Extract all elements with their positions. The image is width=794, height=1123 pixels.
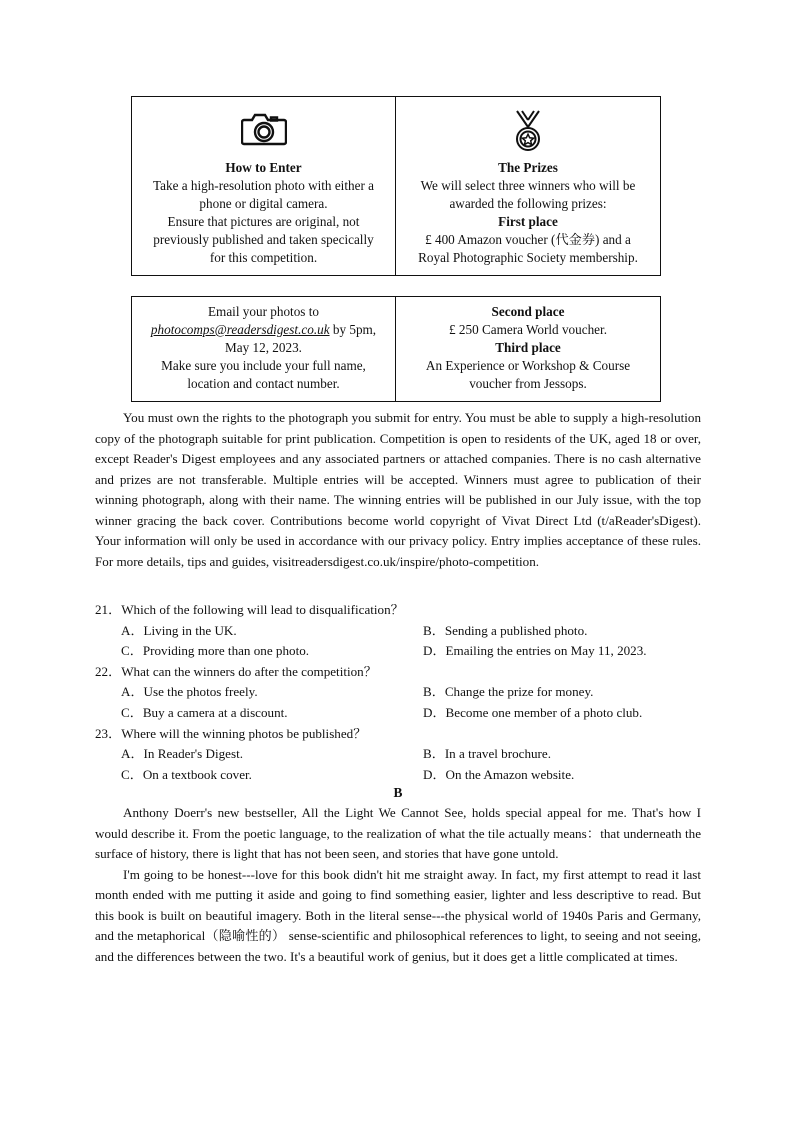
camera-icon bbox=[140, 103, 387, 159]
question-23 bbox=[95, 724, 701, 786]
question-22-option-d[interactable]: D．Become one member of a photo club. bbox=[423, 704, 643, 720]
question-22-stem bbox=[95, 662, 701, 683]
question-21-options bbox=[95, 621, 701, 662]
question-22-text: What can the winners do after the competition？ bbox=[121, 663, 377, 679]
question-23-option-a[interactable]: A．In Reader's Digest. bbox=[121, 746, 243, 762]
second-place-heading: Second place bbox=[491, 304, 565, 319]
email-photos-cell bbox=[132, 297, 396, 401]
first-place-heading: First place bbox=[498, 213, 558, 229]
section-b bbox=[95, 783, 701, 967]
email-address-line bbox=[140, 321, 387, 339]
promo-box-row-2 bbox=[131, 296, 661, 402]
question-21-option-d[interactable]: D．Emailing the entries on May 11, 2023. bbox=[423, 643, 647, 659]
question-21-number: 21． bbox=[95, 602, 122, 617]
question-22-option-a[interactable]: A．Use the photos freely. bbox=[121, 684, 258, 700]
questions-list bbox=[95, 600, 701, 785]
promo-row bbox=[131, 296, 661, 402]
third-place-line-1: An Experience or Workshop & Course bbox=[425, 357, 631, 373]
section-b-paragraph-1: Anthony Doerr's new bestseller, All the Light We Cannot See, holds special appeal for me. That's how I would describe it. From the poetic language, to the realization of what the tile actually means：that underneath the surface of history, there is light that has not been seen, and stories that have gone untold. bbox=[95, 805, 701, 861]
question-23-option-c[interactable]: C．On a textbook cover. bbox=[121, 766, 252, 782]
question-21-option-c[interactable]: C．Providing more than one photo. bbox=[121, 643, 310, 659]
first-place-line-1: £ 400 Amazon voucher (代金券) and a bbox=[425, 231, 631, 247]
question-21-stem bbox=[95, 600, 701, 621]
how-to-enter-line-2: phone or digital camera. bbox=[199, 195, 328, 211]
the-prizes-cell bbox=[396, 97, 660, 275]
question-21 bbox=[95, 600, 701, 662]
email-instruction-line-2: location and contact number. bbox=[187, 375, 340, 391]
how-to-enter-line-1: Take a high-resolution photo with either a bbox=[152, 177, 374, 193]
the-prizes-line-2: awarded the following prizes: bbox=[449, 195, 607, 211]
third-place-line-2: voucher from Jessops. bbox=[469, 375, 587, 391]
how-to-enter-cell bbox=[132, 97, 396, 275]
how-to-enter-line-5: for this competition. bbox=[209, 249, 318, 265]
how-to-enter-heading: How to Enter bbox=[225, 160, 302, 175]
runner-up-prizes-cell bbox=[396, 297, 660, 401]
question-22-number: 22． bbox=[95, 663, 122, 679]
question-21-option-b[interactable]: B．Sending a published photo. bbox=[423, 622, 588, 638]
email-address-link[interactable]: photocomps@readersdigest.co.uk bbox=[150, 321, 330, 337]
question-22 bbox=[95, 662, 701, 724]
email-deadline-date: May 12, 2023. bbox=[225, 339, 302, 355]
question-23-number: 23． bbox=[95, 725, 122, 741]
second-place-line: £ 250 Camera World voucher. bbox=[448, 321, 607, 337]
how-to-enter-line-3: Ensure that pictures are original, not bbox=[167, 213, 360, 229]
question-23-option-b[interactable]: B．In a travel brochure. bbox=[423, 746, 551, 762]
question-22-option-c[interactable]: C．Buy a camera at a discount. bbox=[121, 704, 288, 720]
email-instruction-line-1: Make sure you include your full name, bbox=[161, 357, 366, 373]
question-23-option-d[interactable]: D．On the Amazon website. bbox=[423, 766, 575, 782]
section-b-label: B bbox=[393, 785, 403, 800]
how-to-enter-line-4: previously published and taken specically bbox=[153, 231, 374, 247]
question-21-option-a[interactable]: A．Living in the UK. bbox=[121, 622, 237, 638]
question-22-option-b[interactable]: B．Change the prize for money. bbox=[423, 684, 594, 700]
question-23-options bbox=[95, 744, 701, 785]
email-deadline-tail: by 5pm, bbox=[329, 321, 377, 337]
the-prizes-line-1: We will select three winners who will be bbox=[420, 177, 636, 193]
question-22-options bbox=[95, 682, 701, 723]
passage-a-rules-text bbox=[95, 408, 701, 572]
section-b-paragraph-2: I'm going to be honest---love for this book didn't hit me straight away. In fact, my first attempt to read it last month ended with me putting it aside and going to find something easier, lighter and less descriptive to read. But this book is built on beautiful imagery. Both in the literal sense---the physical world of 1940s Paris and Germany, and the metaphorical（隐喻性的） sense-scientific and philosophical references to light, to seeing and not seeing, and the differences between the two. It's a beautiful work of genius, but it does get a little complicated at times. bbox=[95, 866, 701, 964]
the-prizes-heading: The Prizes bbox=[498, 160, 558, 175]
passage-a-paragraph: You must own the rights to the photograph you submit for entry. You must be able to supply a high-resolution copy of the photograph suitable for print publication. Competition is open to residents of the UK, aged 18 or over, except Reader's Digest employees and any associated partners or attached companies. There is no cash alternative and prizes are not transferable. Multiple entries will be accepted. Winners must agree to publication of their winning photograph, along with their name. The winning entries will be published in our July issue, with the top winner gracing the back cover. Contributions become world copyright of Vivat Direct Ltd (t/aReader'sDigest). Your information will only be used in accordance with our privacy policy. Entry implies acceptance of these rules. For more details, tips and guides, visitreadersdigest.co.uk/inspire/photo-competition. bbox=[95, 410, 701, 569]
question-21-text: Which of the following will lead to disqualification？ bbox=[121, 602, 404, 617]
question-23-stem bbox=[95, 724, 701, 745]
medal-icon bbox=[404, 103, 652, 159]
question-23-text: Where will the winning photos be published？ bbox=[121, 725, 367, 741]
promo-box-row-1 bbox=[131, 96, 661, 276]
email-intro-line: Email your photos to bbox=[208, 304, 319, 319]
third-place-heading: Third place bbox=[495, 339, 561, 355]
first-place-line-2: Royal Photographic Society membership. bbox=[418, 249, 638, 265]
promo-row bbox=[131, 96, 661, 276]
